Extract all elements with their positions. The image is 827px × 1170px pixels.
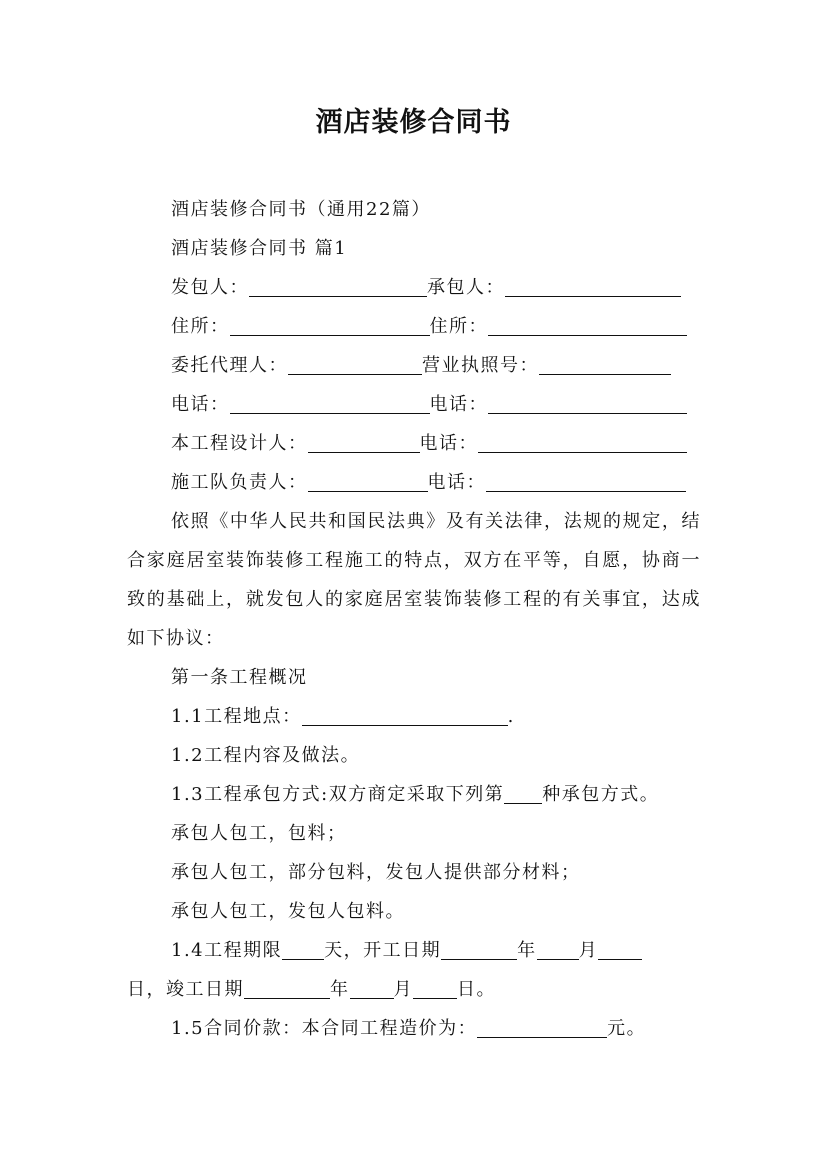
item-1-3-end: 种承包方式。 <box>542 784 660 805</box>
section-heading: 酒店装修合同书 篇1 <box>171 238 348 259</box>
leader-phone-blank[interactable] <box>486 469 686 492</box>
leader-label: 施工队负责人： <box>171 472 308 493</box>
intro-paragraph: 依照《中华人民共和国民法典》及有关法律，法规的规定，结合家庭居室装饰装修工程施工的特点，双方在平等，自愿，协商一致的基础上，就发包人的家庭居室装饰装修工程的有关事宜，达成如下协议： <box>127 511 701 649</box>
end-day-blank[interactable] <box>413 976 457 999</box>
phone1-label: 电话： <box>171 394 230 415</box>
month-label: 月 <box>578 940 599 961</box>
option-c: 承包人包工，发包人包料。 <box>171 901 405 922</box>
phone2-label: 电话： <box>429 394 488 415</box>
item-1-4-line2 <box>127 970 717 1009</box>
start-month-blank[interactable] <box>537 937 579 960</box>
subtitle: 酒店装修合同书（通用22篇） <box>171 199 431 220</box>
agent-label: 委托代理人： <box>171 355 288 376</box>
item-1-5 <box>127 1009 717 1048</box>
party-row-leader <box>127 463 717 502</box>
designer-blank[interactable] <box>308 430 420 453</box>
address1-label: 住所： <box>171 316 230 337</box>
contractor-label: 承包人： <box>427 277 505 298</box>
item-1-1-end: . <box>507 706 515 727</box>
item-1-4-line1 <box>127 931 717 970</box>
start-day-blank[interactable] <box>598 937 642 960</box>
leader-blank[interactable] <box>308 469 428 492</box>
item-1-2: 1.2工程内容及做法。 <box>171 745 361 766</box>
party-row-phone <box>127 385 717 424</box>
project-location-blank[interactable] <box>302 703 508 726</box>
duration-days-blank[interactable] <box>282 937 324 960</box>
end-month-blank[interactable] <box>350 976 394 999</box>
option-a: 承包人包工，包料； <box>171 823 347 844</box>
contractor-blank[interactable] <box>505 274 681 297</box>
start-year-blank[interactable] <box>441 937 517 960</box>
party-row-employer <box>127 268 717 307</box>
end-year-blank[interactable] <box>244 976 330 999</box>
leader-phone-label: 电话： <box>427 472 486 493</box>
item-1-1 <box>127 697 717 736</box>
completion-date-label: 日，竣工日期 <box>127 979 244 1000</box>
phone1-blank[interactable] <box>230 391 430 414</box>
party-row-designer <box>127 424 717 463</box>
option-b: 承包人包工，部分包料，发包人提供部分材料； <box>171 862 581 883</box>
party-row-agent <box>127 346 717 385</box>
duration-label: 1.4工程期限 <box>171 940 283 961</box>
phone2-blank[interactable] <box>488 391 687 414</box>
license-blank[interactable] <box>539 352 671 375</box>
license-label: 营业执照号： <box>422 355 539 376</box>
employer-label: 发包人： <box>171 277 249 298</box>
article1-heading: 第一条工程概况 <box>171 667 308 688</box>
agent-blank[interactable] <box>288 352 422 375</box>
item-1-3-label: 1.3工程承包方式:双方商定采取下列第 <box>171 784 505 805</box>
designer-phone-blank[interactable] <box>478 430 687 453</box>
designer-label: 本工程设计人： <box>171 433 308 454</box>
address2-label: 住所： <box>429 316 488 337</box>
contract-price-blank[interactable] <box>477 1015 607 1038</box>
item-1-1-label: 1.1工程地点： <box>171 706 302 727</box>
address1-blank[interactable] <box>230 313 430 336</box>
employer-blank[interactable] <box>249 274 427 297</box>
party-row-address <box>127 307 717 346</box>
day-label-2: 日。 <box>457 979 496 1000</box>
contract-mode-blank[interactable] <box>504 781 542 804</box>
year-label: 年 <box>517 940 537 961</box>
item-1-3 <box>127 775 717 814</box>
designer-phone-label: 电话： <box>419 433 478 454</box>
document-title: 酒店装修合同书 <box>315 107 512 138</box>
item-1-5-end: 元。 <box>607 1018 647 1039</box>
item-1-5-label: 1.5合同价款：本合同工程造价为： <box>171 1018 478 1039</box>
start-date-label: 天，开工日期 <box>324 940 442 961</box>
month-label-2: 月 <box>393 979 413 1000</box>
address2-blank[interactable] <box>488 313 687 336</box>
year-label-2: 年 <box>330 979 350 1000</box>
